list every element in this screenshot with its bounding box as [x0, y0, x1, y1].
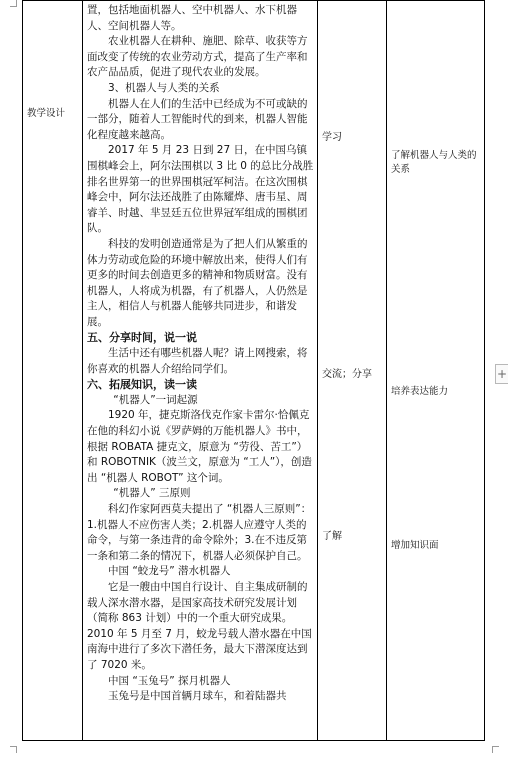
section-heading: 六、拓展知识，读一读 — [87, 378, 197, 392]
content-paragraph: 1920 年，捷克斯洛伐克作家卡雷尔·恰佩克在他的科幻小说《罗萨姆的万能机器人》书中，根据 ROBATA 捷克文，原意为 “劳役、苦工”）和 ROBOTNIK（波兰文，原意为 “工人”），创造出 “机器人 ROBOT” 这个词。 — [87, 409, 312, 484]
activity-understand: 了解 — [322, 531, 342, 542]
content-paragraph: 农业机器人在耕种、施肥、除草、收获等方面改变了传统的农业劳动方式，提高了生产率和农产品品质，促进了现代农业的发展。 — [87, 35, 308, 79]
content-paragraph: 科技的发明创造通常是为了把人们从繁重的体力劳动或危险的环境中解放出来，使得人们有更多的时间去创造更多的精神和物质财富。没有机器人，人将成为机器，有了机器人，人仍然是主人，相信人与机器人能够共同进步，和谐发展。 — [87, 237, 308, 328]
content-paragraph: 生活中还有哪些机器人呢？请上网搜索，将你喜欢的机器人介绍给同学们。 — [87, 347, 308, 375]
section-heading: 五、分享时间，说一说 — [87, 331, 197, 345]
content-paragraph: 机器人在人们的生活中已经成为不可或缺的一部分，随着人工智能时代的到来，机器人智能化程度越来越高。 — [87, 97, 308, 141]
activity-study: 学习 — [322, 132, 342, 143]
table-row — [23, 1, 485, 741]
content-text — [83, 1, 317, 705]
purpose-cell — [387, 1, 485, 741]
activity-cell — [318, 1, 387, 741]
content-paragraph: 玉兔号是中国首辆月球车，和着陆器共 — [108, 690, 287, 703]
content-paragraph: “机器人” 三原则 — [113, 487, 191, 500]
row-label-cell — [23, 1, 83, 741]
row-label: 教学设计 — [27, 108, 66, 119]
lesson-plan-table — [22, 0, 485, 741]
purpose-knowledge: 增加知识面 — [391, 540, 439, 551]
content-paragraph: 中国 “蛟龙号” 潜水机器人 — [108, 565, 231, 578]
content-paragraph: 科幻作家阿西莫夫提出了 “机器人三原则”：1.机器人不应伤害人类；2.机器人应遵守人类的命令，与第一条违背的命令除外；3.在不违反第一条和第二条的情况下，机器人必须保护自己。 — [87, 503, 312, 562]
add-row-button[interactable]: + — [495, 364, 508, 384]
page-corner-mark — [10, 0, 17, 7]
content-paragraph: 3、机器人与人类的关系 — [108, 81, 220, 94]
page-corner-mark — [10, 746, 17, 753]
purpose-relation: 了解机器人与人类的关系 — [391, 150, 477, 175]
content-paragraph: 它是一艘由中国自行设计、自主集成研制的载人深水潜水器，是国家高技术研究发展计划（简称 863 计划）中的一个重大研究成果。2010 年 5 月至 7 月，蛟龙号载人潜水器在中国南海中进行了多次下潜任务，最大下潜深度达到了 7020 米。 — [87, 580, 312, 671]
content-cell — [83, 1, 318, 741]
content-paragraph: “机器人”一词起源 — [113, 393, 198, 406]
purpose-expression: 培养表达能力 — [391, 386, 449, 397]
page-corner-mark — [492, 746, 499, 753]
activity-share: 交流；分享 — [322, 369, 372, 380]
content-paragraph: 中国 “玉兔号” 探月机器人 — [108, 674, 231, 687]
content-paragraph: 2017 年 5 月 23 日到 27 日，在中国乌镇围棋峰会上，阿尔法围棋以 3 比 0 的总比分战胜排名世界第一的世界围棋冠军柯洁。在这次围棋峰会中，阿尔法还战胜了由陈耀烨、唐韦星、周睿羊、时越、芈昱廷五位世界冠军组成的围棋团队。 — [87, 144, 314, 235]
content-paragraph: 置，包括地面机器人、空中机器人、水下机器人、空间机器人等。 — [87, 4, 297, 32]
